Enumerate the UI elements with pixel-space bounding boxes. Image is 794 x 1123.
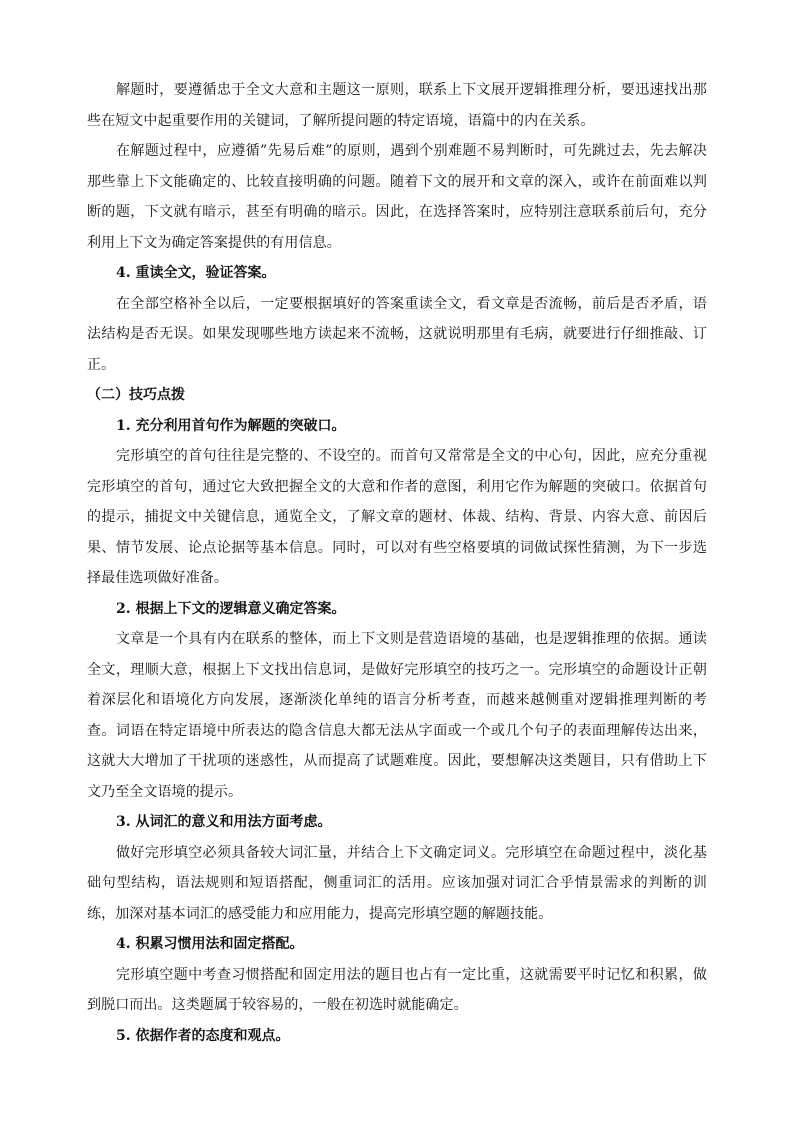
- paragraph-first-sentence: 完形填空的首句往往是完整的、不设空的。而首句又常常是全文的中心句，因此，应充分重视完形填空的首句，通过它大致把握全文的大意和作者的意图，利用它作为解题的突破口。依据首句的提示，捕捉文中关键信息，通览全文，了解文章的题材、体裁、结构、背景、内容大意、前因后果、情节发展、论点论据等基本信息。同时，可以对有些空格要填的词做试探性猜测，为下一步选择最佳选项做好准备。: [87, 448, 707, 586]
- section-heading-tips: （二）技巧点拨: [87, 387, 185, 403]
- heading-first-sentence: 1. 充分利用首句作为解题的突破口。: [116, 417, 346, 434]
- heading-context-logic: 2. 根据上下文的逻辑意义确定答案。: [116, 600, 346, 617]
- paragraph-context-logic: 文章是一个具有内在联系的整体，而上下文则是营造语境的基础，也是逻辑推理的依据。通读全文，理顺大意，根据上下文找出信息词，是做好完形填空的技巧之一。完形填空的命题设计正朝着深层化和语境化方向发展，逐渐淡化单纯的语言分析考查，而越来越侧重对逻辑推理判断的考查。词语在特定语境中所表达的隐含信息大都无法从字面或一个或几个句子的表面理解传达出来，这就大大增加了干扰项的迷惑性，从而提高了试题难度。因此，要想解决这类题目，只有借助上下文乃至全文语境的提示。: [87, 631, 707, 800]
- heading-author-attitude: 5. 依据作者的态度和观点。: [116, 1027, 290, 1044]
- paragraph-collocations: 完形填空题中考查习惯搭配和固定用法的题目也占有一定比重，这就需要平时记忆和积累，做到脱口而出。这类题属于较容易的，一般在初选时就能确定。: [87, 966, 707, 1013]
- document-page: [87, 75, 707, 1051]
- paragraph-solving-principle: 解题时，要遵循忠于全文大意和主题这一原则，联系上下文展开逻辑推理分析，要迅速找出那些在短文中起重要作用的关键词，了解所提问题的特定语境，语篇中的内在关系。: [87, 82, 707, 129]
- paragraph-vocabulary: 做好完形填空必须具备较大词汇量，并结合上下文确定词义。完形填空在命题过程中，淡化基础句型结构，语法规则和短语搭配，侧重词汇的活用。应该加强对词汇合乎情景需求的判断的训练，加深对基本词汇的感受能力和应用能力，提高完形填空题的解题技能。: [87, 844, 707, 922]
- heading-reread-verify: 4. 重读全文，验证答案。: [116, 265, 276, 281]
- heading-collocations: 4. 积累习惯用法和固定搭配。: [116, 936, 304, 952]
- paragraph-reread-verify: 在全部空格补全以后，一定要根据填好的答案重读全文，看文章是否流畅，前后是否矛盾，语法结构是否无误。如果发现哪些地方读起来不流畅，这就说明那里有毛病，就要进行仔细推敲、订正。: [87, 295, 707, 373]
- paragraph-easy-first: 在解题过程中，应遵循”先易后难”的原则，遇到个别难题不易判断时，可先跳过去，先去解决那些靠上下文能确定的、比较直接明确的问题。随着下文的展开和文章的深入，或许在前面难以判断的题，下文就有暗示，甚至有明确的暗示。因此，在选择答案时，应特别注意联系前后句，充分利用上下文为确定答案提供的有用信息。: [87, 143, 707, 251]
- heading-vocabulary: 3. 从词汇的意义和用法方面考虑。: [116, 814, 332, 830]
